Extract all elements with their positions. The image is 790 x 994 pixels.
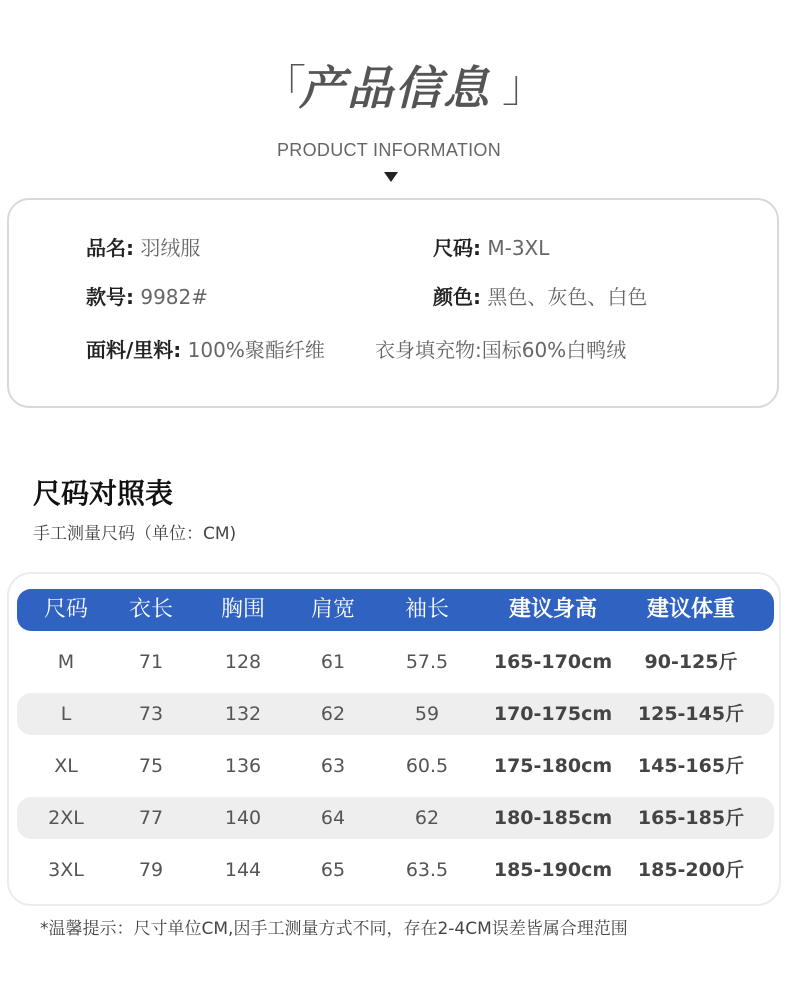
cell-sleeve: 59 (414, 703, 440, 725)
cell-weight: 145-165斤 (637, 755, 745, 777)
cell-height: 170-175cm (493, 703, 613, 725)
size-table-header (17, 589, 774, 631)
cell-shoulder: 65 (320, 859, 346, 881)
cell-size: 2XL (48, 807, 84, 829)
title-bracket-right: 」 (502, 61, 546, 112)
cell-weight: 185-200斤 (637, 859, 745, 881)
cell-chest: 136 (224, 755, 262, 777)
cell-sleeve: 62 (414, 807, 440, 829)
cell-chest: 140 (224, 807, 262, 829)
cell-size: 3XL (48, 859, 84, 881)
header-height: 建议身高 (508, 597, 597, 622)
info-fabric-value: 100%聚酯纤维 (187, 338, 325, 362)
table-row (17, 693, 774, 735)
info-name-label: 品名: (86, 236, 134, 260)
cell-sleeve: 63.5 (405, 859, 449, 881)
cell-shoulder: 64 (320, 807, 346, 829)
header-size: 尺码 (43, 597, 88, 622)
info-fabric-label: 面料/里料: (86, 338, 182, 362)
cell-shoulder: 62 (320, 703, 346, 725)
title-bracket-left: 「 (262, 61, 306, 112)
footnote-tip: *温馨提示：尺寸单位CM,因手工测量方式不同，存在2-4CM误差皆属合理范围 (40, 919, 628, 939)
cell-shoulder: 63 (320, 755, 346, 777)
cell-shoulder: 61 (320, 651, 346, 673)
cell-length: 75 (138, 755, 164, 777)
cell-height: 165-170cm (493, 651, 613, 673)
info-color-value: 黑色、灰色、白色 (487, 285, 648, 309)
page-subtitle: PRODUCT INFORMATION (276, 140, 502, 160)
cell-length: 79 (138, 859, 164, 881)
cell-length: 77 (138, 807, 164, 829)
page-title: 产品信息 (299, 61, 491, 115)
cell-chest: 132 (224, 703, 262, 725)
table-row (17, 641, 774, 683)
cell-chest: 144 (224, 859, 262, 881)
cell-length: 73 (138, 703, 164, 725)
header-chest: 胸围 (220, 597, 265, 622)
info-size-value: M-3XL (487, 236, 550, 260)
info-model-value: 9982# (140, 285, 209, 309)
info-size (433, 235, 549, 261)
table-row (17, 849, 774, 891)
cell-height: 180-185cm (493, 807, 613, 829)
header-weight: 建议体重 (646, 597, 735, 622)
info-model (86, 284, 208, 310)
header-shoulder: 肩宽 (310, 597, 355, 622)
info-filling-text: 衣身填充物:国标60%白鸭绒 (375, 338, 627, 362)
cell-chest: 128 (224, 651, 262, 673)
cell-weight: 90-125斤 (644, 651, 738, 673)
triangle-down-icon (384, 172, 398, 182)
cell-sleeve: 57.5 (405, 651, 449, 673)
size-chart-subtitle: 手工测量尺码（单位：CM) (33, 524, 237, 544)
table-row (17, 797, 774, 839)
cell-height: 185-190cm (493, 859, 613, 881)
cell-size: M (57, 651, 75, 673)
info-color-label: 颜色: (433, 285, 481, 309)
cell-size: L (60, 703, 72, 725)
cell-length: 71 (138, 651, 164, 673)
info-filling (375, 337, 626, 363)
info-fabric (86, 337, 325, 363)
cell-size: XL (54, 755, 78, 777)
cell-weight: 125-145斤 (637, 703, 745, 725)
info-name-value: 羽绒服 (140, 236, 201, 260)
table-row (17, 745, 774, 787)
info-color (433, 284, 647, 310)
cell-sleeve: 60.5 (405, 755, 449, 777)
size-chart-title: 尺码对照表 (33, 477, 174, 510)
info-model-label: 款号: (86, 285, 134, 309)
header-sleeve: 袖长 (404, 597, 449, 622)
info-size-label: 尺码: (433, 236, 481, 260)
info-name (86, 235, 200, 261)
cell-weight: 165-185斤 (637, 807, 745, 829)
product-info-header (0, 0, 790, 190)
cell-height: 175-180cm (493, 755, 613, 777)
header-length: 衣长 (128, 597, 173, 622)
